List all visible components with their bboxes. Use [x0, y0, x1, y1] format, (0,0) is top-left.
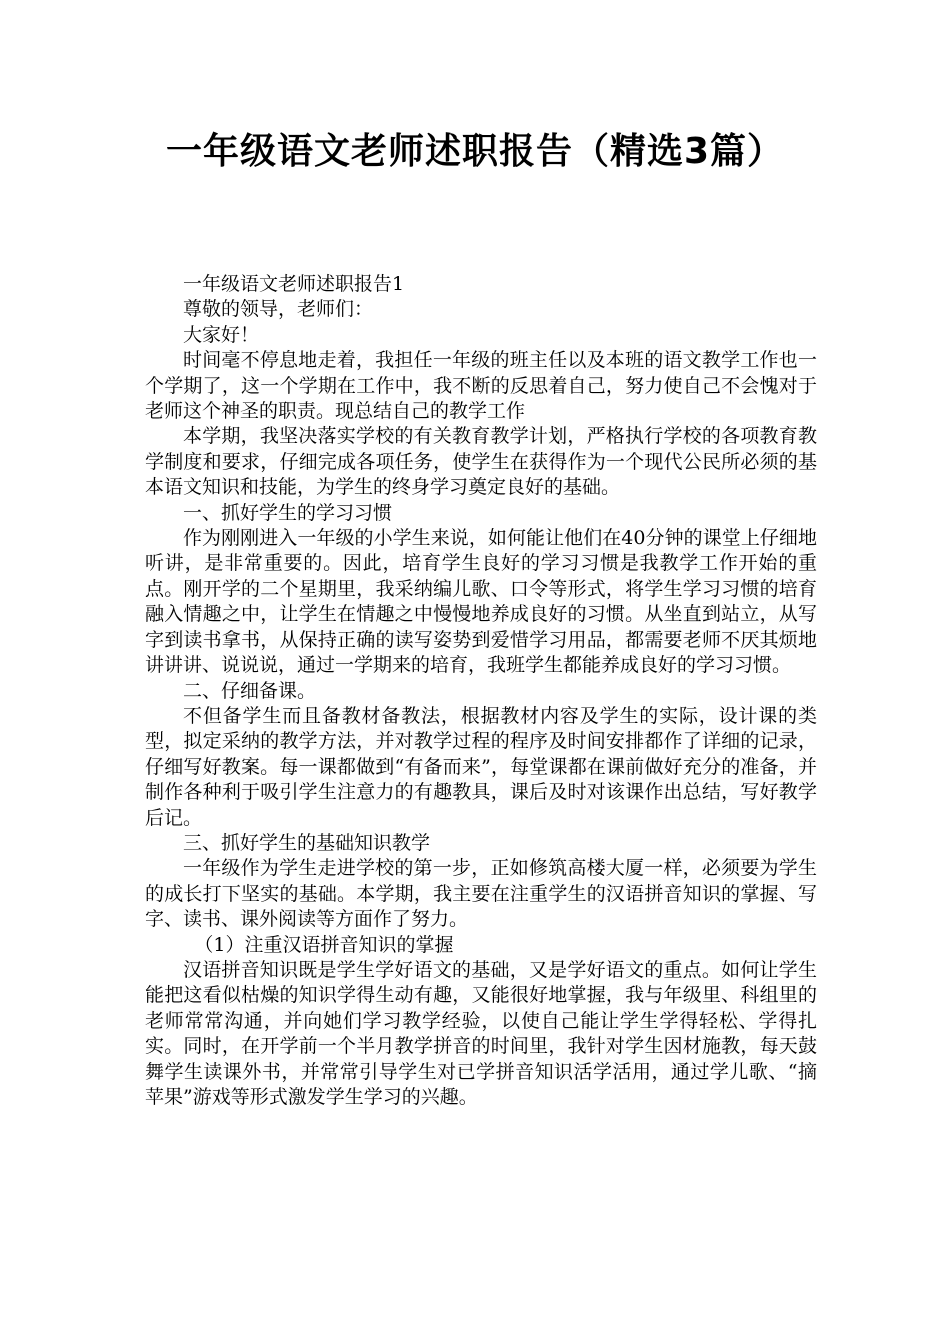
document-body — [145, 272, 817, 1110]
section-heading: 二、仔细备课。 — [183, 679, 317, 702]
salutation: 尊敬的领导，老师们： — [183, 298, 374, 321]
report-heading: 一年级语文老师述职报告1 — [183, 273, 405, 295]
subsection-heading: （1）注重汉语拼音知识的掌握 — [194, 933, 454, 956]
paragraph: 一年级作为学生走进学校的第一步，正如修筑高楼大厦一样，必须要为学生的成长打下坚实的基础。本学期，我主要在注重学生的汉语拼音知识的掌握、写字、读书、课外阅读等方面作了努力。 — [145, 857, 817, 931]
greeting: 大家好！ — [183, 323, 260, 346]
section-heading: 一、抓好学生的学习习惯 — [183, 501, 393, 524]
paragraph: 汉语拼音知识既是学生学好语文的基础，又是学好语文的重点。如何让学生能把这看似枯燥的知识学得生动有趣，又能很好地掌握，我与年级里、科组里的老师常常沟通，并向她们学习教学经验，以使自己能让学生学得轻松、学得扎实。同时，在开学前一个半月教学拼音的时间里，我针对学生因材施教，每天鼓舞学生读课外书，并常常引导学生对已学拼音知识活学活用，通过学儿歌、“摘苹果”游戏等形式激发学生学习的兴趣。 — [145, 958, 817, 1108]
paragraph: 不但备学生而且备教材备教法，根据教材内容及学生的实际，设计课的类型，拟定采纳的教学方法，并对教学过程的程序及时间安排都作了详细的记录，仔细写好教案。每一课都做到“有备而来”，每堂课都在课前做好充分的准备，并制作各种利于吸引学生注意力的有趣教具，课后及时对该课作出总结，写好教学后记。 — [145, 704, 817, 829]
paragraph: 作为刚刚进入一年级的小学生来说，如何能让他们在40分钟的课堂上仔细地听讲，是非常重要的。因此，培育学生良好的学习习惯是我教学工作开始的重点。刚开学的二个星期里，我采纳编儿歌、口令等形式，将学生学习习惯的培育融入情趣之中，让学生在情趣之中慢慢地养成良好的习惯。从坐直到站立，从写字到读书拿书，从保持正确的读写姿势到爱惜学习用品，都需要老师不厌其烦地讲讲讲、说说说，通过一学期来的培育，我班学生都能养成良好的学习习惯。 — [145, 527, 817, 677]
section-heading: 三、抓好学生的基础知识教学 — [183, 831, 431, 854]
paragraph: 时间毫不停息地走着，我担任一年级的班主任以及本班的语文教学工作也一个学期了，这一个学期在工作中，我不断的反思着自己，努力使自己不会愧对于老师这个神圣的职责。现总结自己的教学工作 — [145, 349, 817, 423]
paragraph: 本学期，我坚决落实学校的有关教育教学计划，严格执行学校的各项教育教学制度和要求，仔细完成各项任务，使学生在获得作为一个现代公民所必须的基本语文知识和技能，为学生的终身学习奠定良好的基础。 — [145, 425, 817, 499]
document-title: 一年级语文老师述职报告（精选3篇） — [165, 131, 785, 172]
